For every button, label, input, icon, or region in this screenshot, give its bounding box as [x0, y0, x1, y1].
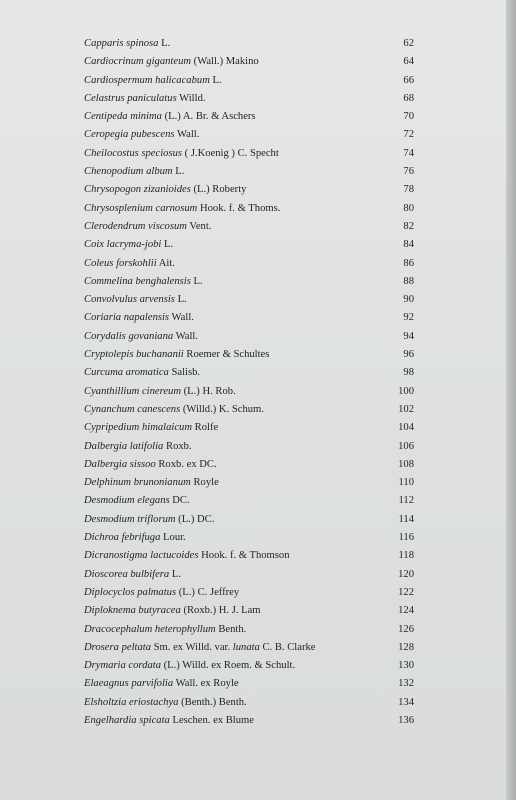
species-name	[84, 383, 236, 401]
index-entry	[84, 584, 414, 602]
species-name-italic: Desmodium triflorum	[84, 513, 176, 525]
species-name-italic: Cardiospermum halicacabum	[84, 74, 210, 86]
page-number: 66	[403, 74, 414, 86]
page-number: 110	[398, 477, 414, 489]
index-entry	[84, 90, 414, 108]
page-number: 136	[398, 714, 414, 726]
species-name-author: Wall.	[169, 312, 194, 324]
index-entry	[84, 145, 414, 163]
species-name	[84, 602, 261, 620]
page-number: 84	[403, 239, 414, 251]
species-name-italic: Cardiocrinum giganteum	[84, 56, 192, 68]
index-entry	[84, 163, 414, 181]
index-entry	[84, 712, 414, 730]
species-name-author: Vent.	[186, 220, 212, 232]
species-name-italic: Cheilocostus speciosus	[84, 147, 182, 159]
species-name	[84, 273, 203, 291]
index-entry	[84, 511, 414, 529]
species-name-author: L.	[172, 166, 185, 178]
species-name-author: Roemer & Schultes	[183, 349, 270, 361]
species-name-italic: Elsholtzia eriostachya	[84, 696, 179, 708]
species-name-italic: Chrysosplenium carnosum	[84, 202, 198, 214]
index-entry	[84, 200, 414, 218]
species-name	[84, 90, 206, 108]
species-name-author: Wall. ex Royle	[173, 678, 239, 690]
species-name	[84, 126, 199, 144]
species-name-author: L.	[169, 568, 182, 580]
species-name-italic: Engelhardia spicata	[84, 714, 170, 726]
page-number: 86	[403, 257, 414, 269]
species-name-italic: Coix lacryma-jobi	[84, 239, 162, 251]
index-entry	[84, 694, 414, 712]
page-number: 114	[398, 513, 414, 525]
species-name-italic: Coriaria napalensis	[84, 312, 170, 324]
species-name-author: Salisb.	[168, 367, 201, 379]
index-entry	[84, 72, 414, 90]
species-name-italic: Convolvulus arvensis	[84, 294, 175, 306]
index-entry	[84, 364, 414, 382]
index-entry	[84, 419, 414, 437]
species-name	[84, 145, 279, 163]
species-name-italic: Dracocephalum heterophyllum	[84, 623, 216, 635]
page-number: 96	[403, 349, 414, 361]
species-name	[84, 712, 254, 730]
index-entry	[84, 438, 414, 456]
index-entry	[84, 456, 414, 474]
species-name	[84, 474, 219, 492]
species-name	[84, 419, 218, 437]
species-name	[84, 639, 315, 657]
index-entry	[84, 675, 414, 693]
species-name-italic: Capparis spinosa	[84, 38, 159, 49]
page-number: 64	[403, 56, 414, 68]
index-entry	[84, 218, 414, 236]
species-name-italic: Cyanthillium cinereum	[84, 385, 181, 397]
species-name	[84, 163, 184, 181]
species-name	[84, 675, 239, 693]
page-number: 118	[398, 550, 414, 562]
page-number: 80	[403, 202, 414, 214]
species-name-author: Sm. ex Willd. var.	[151, 641, 233, 653]
page-number: 74	[403, 147, 414, 159]
page-number: 130	[398, 660, 414, 672]
species-name	[84, 547, 290, 565]
species-name-italic: Coleus forskohlii	[84, 257, 157, 269]
species-name-italic: Dicranostigma lactucoides	[84, 550, 199, 562]
species-name-italic: Dalbergia latifolia	[84, 440, 164, 452]
page-number: 88	[403, 275, 414, 287]
species-name-italic: Curcuma aromatica	[84, 367, 169, 379]
page-number: 70	[403, 111, 414, 123]
page-number: 104	[398, 422, 414, 434]
species-name-italic: Corydalis govaniana	[84, 330, 174, 342]
species-name-italic: Delphinum brunonianum	[84, 477, 191, 489]
index-entry	[84, 309, 414, 327]
species-name-italic: Cypripedium himalaicum	[84, 422, 192, 434]
species-name-author: Wall.	[173, 330, 199, 342]
page-edge-shadow	[506, 0, 516, 800]
page-number: 82	[403, 220, 414, 232]
index-entry	[84, 328, 414, 346]
index-entry	[84, 53, 414, 71]
species-name	[84, 200, 280, 218]
page-number: 94	[403, 330, 414, 342]
species-name	[84, 492, 190, 510]
page-number: 68	[403, 92, 414, 104]
index-entry	[84, 255, 414, 273]
species-name	[84, 529, 186, 547]
species-name	[84, 584, 239, 602]
page-number: 128	[398, 641, 414, 653]
species-name	[84, 456, 217, 474]
index-entry	[84, 602, 414, 620]
species-name-author: Rolfe	[192, 422, 219, 434]
index-entry	[84, 657, 414, 675]
species-name	[84, 346, 269, 364]
page-number: 76	[403, 166, 414, 178]
species-name-author: L.	[158, 38, 171, 49]
species-name	[84, 657, 295, 675]
page-number: 116	[398, 532, 414, 544]
page-number: 132	[398, 678, 414, 690]
index-entry	[84, 236, 414, 254]
species-name-italic: Chrysopogon zizanioides	[84, 184, 191, 196]
species-name	[84, 566, 181, 584]
species-name	[84, 255, 175, 273]
species-name-italic: Clerodendrum viscosum	[84, 220, 187, 232]
species-name-author: (L.) C. Jeffrey	[176, 586, 240, 598]
index-entry	[84, 35, 414, 53]
index-entry	[84, 639, 414, 657]
species-name	[84, 53, 259, 71]
species-name-author: L.	[174, 294, 187, 306]
page-number: 106	[398, 440, 414, 452]
species-index-list	[84, 35, 414, 730]
species-name	[84, 108, 256, 126]
species-name-author: (Willd.) K. Schum.	[180, 403, 264, 415]
species-name-italic: Elaeagnus parvifolia	[84, 678, 174, 690]
species-name	[84, 328, 198, 346]
index-entry	[84, 291, 414, 309]
index-entry	[84, 126, 414, 144]
species-name-author: (L.) H. Rob.	[181, 385, 236, 397]
species-name-author: L.	[190, 275, 203, 287]
species-name-author: (L.) DC.	[175, 513, 215, 525]
species-name	[84, 364, 200, 382]
species-name-author: Ait.	[156, 257, 175, 269]
species-name	[84, 181, 246, 199]
index-entry	[84, 566, 414, 584]
page-number: 72	[403, 129, 414, 141]
species-name-italic: Chenopodium album	[84, 166, 173, 178]
index-entry	[84, 621, 414, 639]
species-name-author: (L.) Roberty	[190, 184, 247, 196]
species-name	[84, 621, 246, 639]
page-number: 102	[398, 403, 414, 415]
index-entry	[84, 108, 414, 126]
species-name-author: Hook. f. & Thoms.	[197, 202, 281, 214]
species-name-author: Leschen. ex Blume	[169, 714, 254, 726]
species-name	[84, 438, 192, 456]
index-entry	[84, 346, 414, 364]
species-name-italic: Ceropegia pubescens	[84, 129, 175, 141]
species-name-author: L.	[209, 74, 222, 86]
species-name-author: ( J.Koenig ) C. Specht	[182, 147, 279, 159]
species-name-italic: Drosera peltata	[84, 641, 151, 653]
index-entry	[84, 181, 414, 199]
species-name	[84, 511, 214, 529]
species-name-author: (Wall.) Makino	[191, 56, 259, 68]
index-entry	[84, 474, 414, 492]
species-name	[84, 35, 170, 53]
species-name-author: Benth.	[215, 623, 247, 635]
species-name	[84, 218, 211, 236]
species-name-author: DC.	[169, 495, 190, 507]
species-name	[84, 309, 194, 327]
page-number: 98	[403, 367, 414, 379]
species-name-italic: Cryptolepis buchananii	[84, 349, 184, 361]
species-name-author: Roxb. ex DC.	[155, 458, 217, 470]
species-name	[84, 401, 264, 419]
species-name-italic: Drymaria cordata	[84, 660, 161, 672]
species-name-italic: Commelina benghalensis	[84, 275, 191, 287]
species-name-author: Royle	[190, 477, 219, 489]
page-number: 108	[398, 458, 414, 470]
species-name	[84, 694, 247, 712]
species-name-author: Wall.	[174, 129, 200, 141]
species-name-italic: Desmodium elegans	[84, 495, 170, 507]
species-name-author: Hook. f. & Thomson	[198, 550, 290, 562]
page-number: 124	[398, 605, 414, 617]
index-entry	[84, 492, 414, 510]
index-entry	[84, 383, 414, 401]
species-name-author: (Roxb.) H. J. Lam	[180, 605, 261, 617]
species-name-italic: Celastrus paniculatus	[84, 92, 177, 104]
page-number: 120	[398, 568, 414, 580]
species-name-italic: Diploknema butyracea	[84, 605, 181, 617]
species-name-italic: Diplocyclos palmatus	[84, 586, 177, 598]
species-name-italic: Dalbergia sissoo	[84, 458, 156, 470]
species-name-italic: lunata	[232, 641, 260, 653]
page-number: 90	[403, 294, 414, 306]
page-number: 112	[398, 495, 414, 507]
species-name	[84, 291, 187, 309]
species-name-italic: Dioscorea bulbifera	[84, 568, 170, 580]
species-name-italic: Dichroa febrifuga	[84, 532, 161, 544]
species-name-author: C. B. Clarke	[259, 641, 316, 653]
species-name-italic: Cynanchum canescens	[84, 403, 181, 415]
page-number: 122	[398, 586, 414, 598]
species-name-italic: Centipeda minima	[84, 111, 162, 123]
index-entry	[84, 529, 414, 547]
species-name	[84, 236, 173, 254]
species-name-author: Lour.	[160, 532, 186, 544]
species-name-author: (L.) Willd. ex Roem. & Schult.	[161, 660, 296, 672]
species-name-author: Willd.	[176, 92, 206, 104]
species-name-author: (L.) A. Br. & Aschers	[161, 111, 256, 123]
page-number: 92	[403, 312, 414, 324]
species-name-author: (Benth.) Benth.	[178, 696, 247, 708]
page-number: 78	[403, 184, 414, 196]
index-entry	[84, 401, 414, 419]
page-number: 134	[398, 696, 414, 708]
species-name	[84, 72, 222, 90]
page-number: 100	[398, 385, 414, 397]
species-name-author: L.	[161, 239, 174, 251]
species-name-author: Roxb.	[163, 440, 192, 452]
page-number: 62	[403, 38, 414, 49]
index-entry	[84, 273, 414, 291]
page-number: 126	[398, 623, 414, 635]
index-entry	[84, 547, 414, 565]
